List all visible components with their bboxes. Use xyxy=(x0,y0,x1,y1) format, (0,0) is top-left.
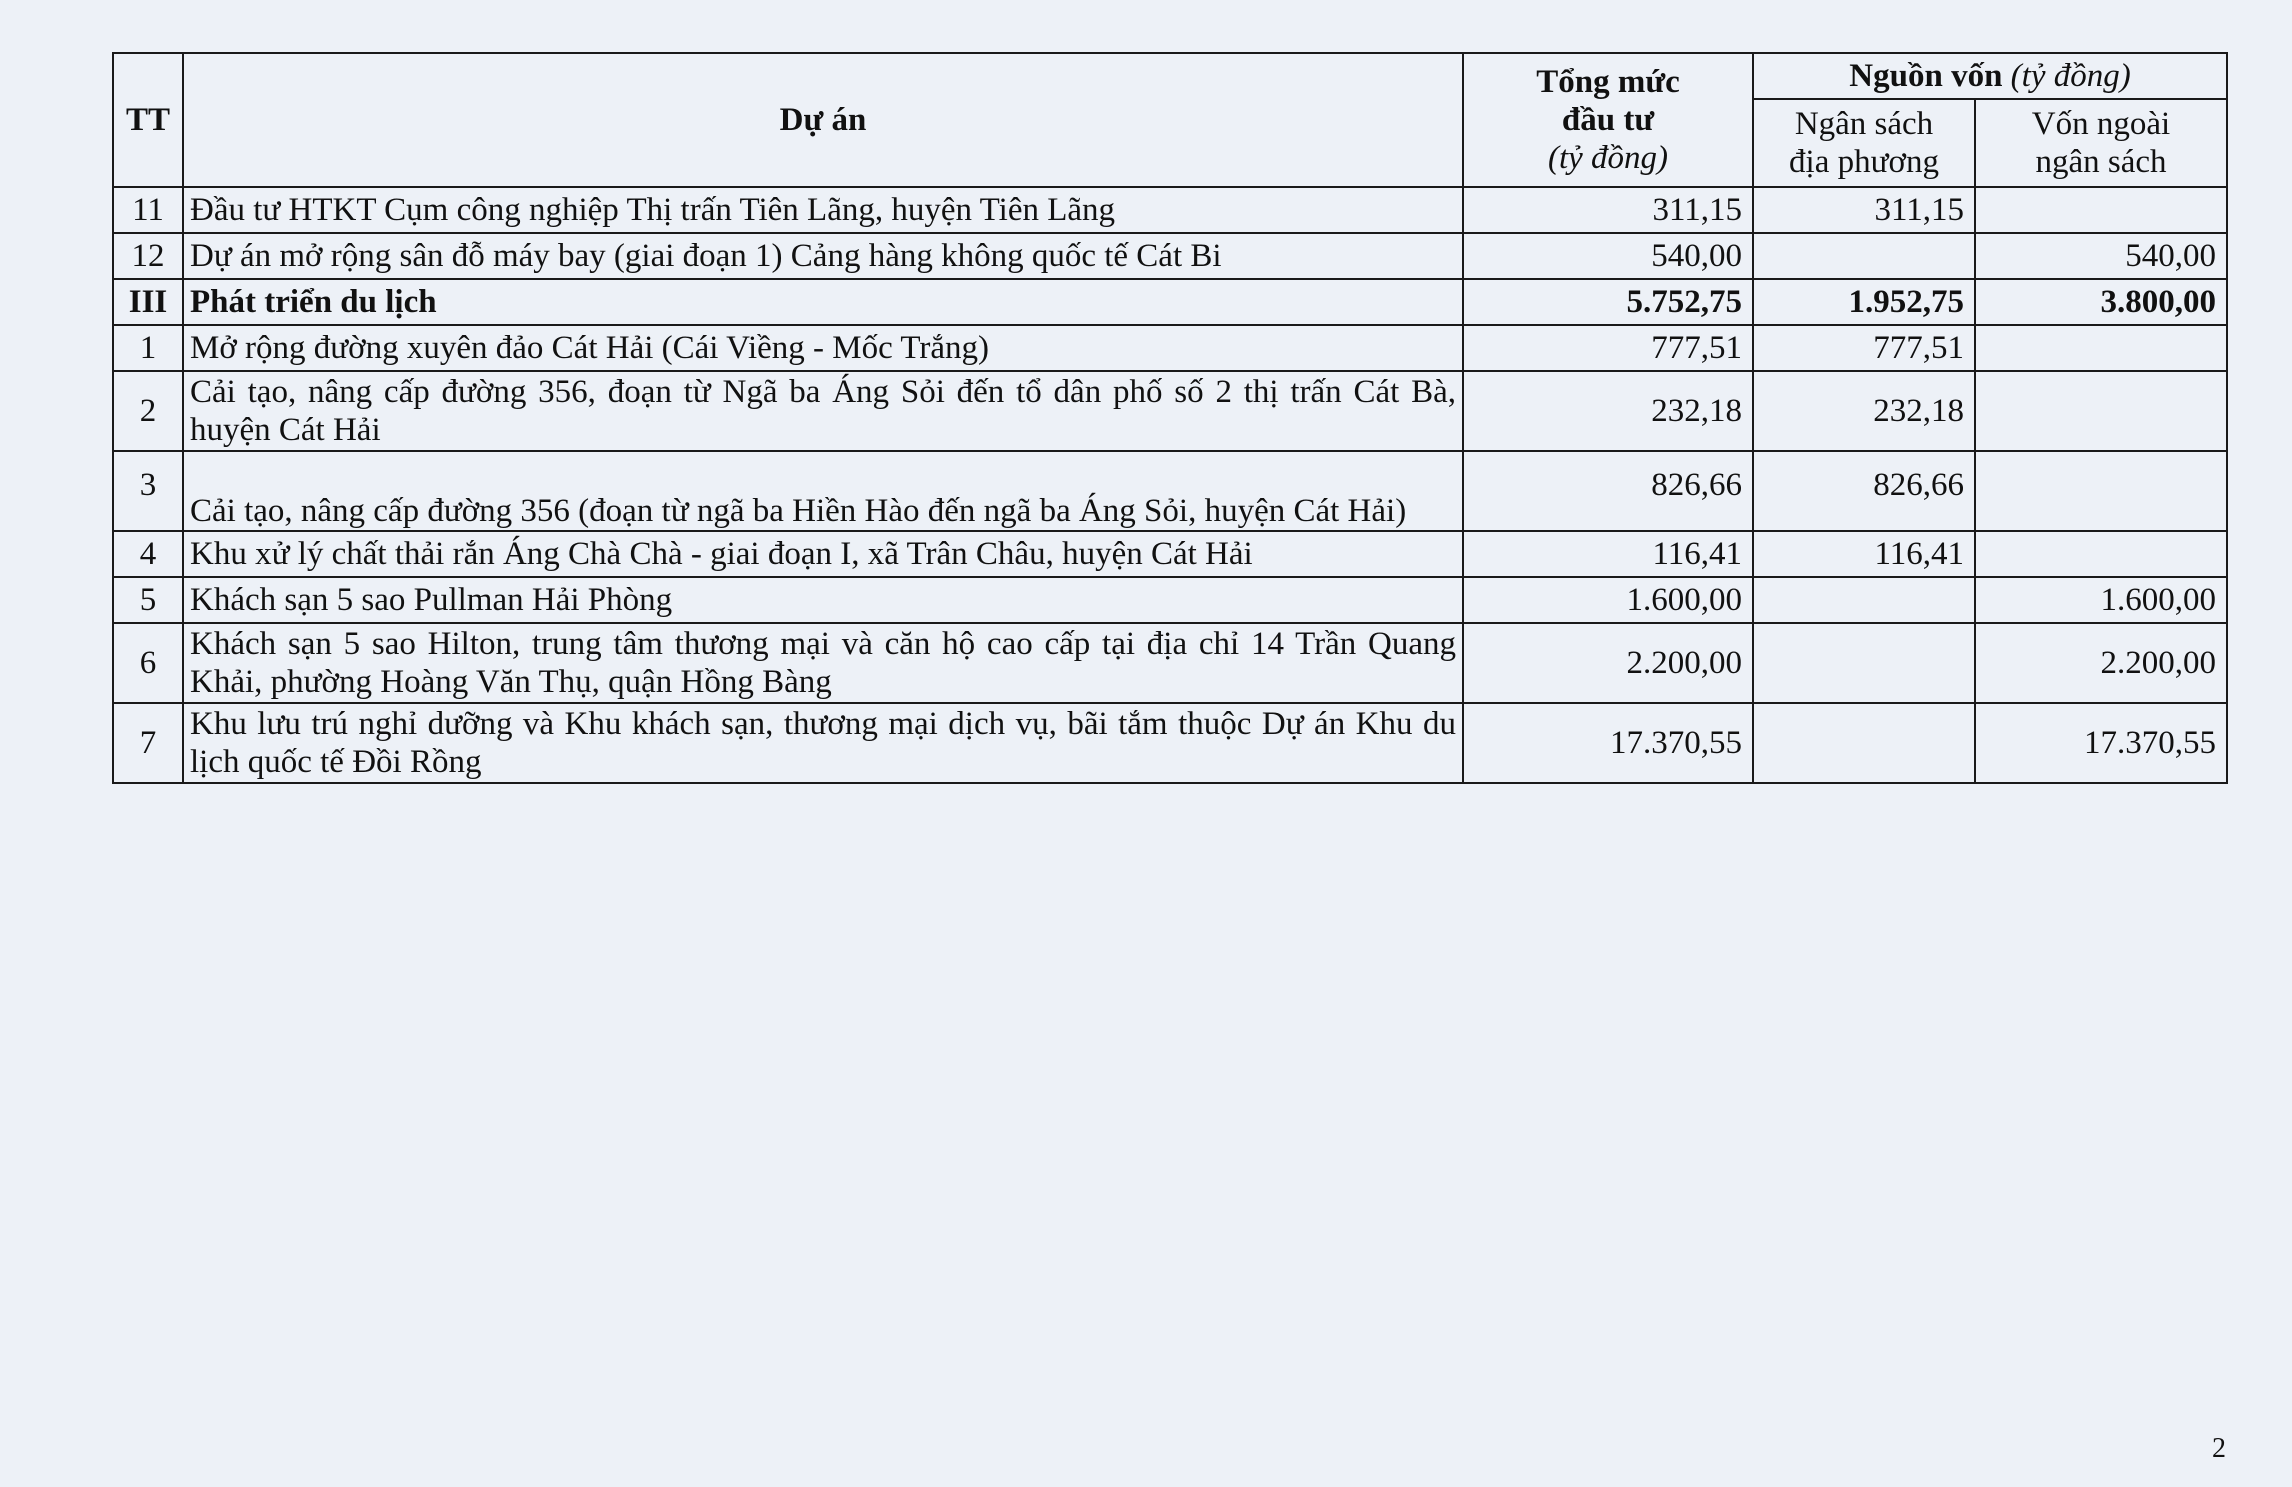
table-row xyxy=(113,531,2227,577)
row-project-name: Dự án mở rộng sân đỗ máy bay (giai đoạn 1) Cảng hàng không quốc tế Cát Bi xyxy=(183,233,1463,279)
table-row xyxy=(113,451,2227,531)
row-tt: 2 xyxy=(113,371,183,451)
header-tong-muc-dau-tu xyxy=(1463,53,1753,187)
row-project-name: Phát triển du lịch xyxy=(183,279,1463,325)
row-local-budget: 232,18 xyxy=(1753,371,1975,451)
row-tt: 4 xyxy=(113,531,183,577)
row-local-budget xyxy=(1753,577,1975,623)
table-row xyxy=(113,703,2227,783)
row-local-budget: 1.952,75 xyxy=(1753,279,1975,325)
row-project-name: Cải tạo, nâng cấp đường 356 (đoạn từ ngã ba Hiền Hào đến ngã ba Áng Sỏi, huyện Cát Hải) xyxy=(183,451,1463,531)
table-row xyxy=(113,233,2227,279)
row-other-capital: 540,00 xyxy=(1975,233,2227,279)
row-project-name: Khách sạn 5 sao Hilton, trung tâm thương mại và căn hộ cao cấp tại địa chỉ 14 Trần Quang Khải, phường Hoàng Văn Thụ, quận Hồng Bàng xyxy=(183,623,1463,703)
header-tt: TT xyxy=(113,53,183,187)
row-local-budget xyxy=(1753,623,1975,703)
header-von-ngoai-line1: Vốn ngoài xyxy=(2031,106,2171,142)
table-row xyxy=(113,325,2227,371)
row-tt: 6 xyxy=(113,623,183,703)
row-total: 232,18 xyxy=(1463,371,1753,451)
header-tong-muc-line1: Tổng mức xyxy=(1536,64,1680,100)
row-local-budget: 311,15 xyxy=(1753,187,1975,233)
row-other-capital xyxy=(1975,325,2227,371)
row-tt: 5 xyxy=(113,577,183,623)
row-total: 2.200,00 xyxy=(1463,623,1753,703)
investment-table xyxy=(112,52,2228,784)
row-project-name: Mở rộng đường xuyên đảo Cát Hải (Cái Viềng - Mốc Trắng) xyxy=(183,325,1463,371)
row-other-capital xyxy=(1975,187,2227,233)
table-row xyxy=(113,577,2227,623)
row-project-name: Đầu tư HTKT Cụm công nghiệp Thị trấn Tiên Lãng, huyện Tiên Lãng xyxy=(183,187,1463,233)
row-local-budget: 116,41 xyxy=(1753,531,1975,577)
header-nguon-von xyxy=(1753,53,2227,99)
row-local-budget xyxy=(1753,233,1975,279)
row-local-budget: 777,51 xyxy=(1753,325,1975,371)
row-total: 5.752,75 xyxy=(1463,279,1753,325)
row-other-capital: 2.200,00 xyxy=(1975,623,2227,703)
row-other-capital: 17.370,55 xyxy=(1975,703,2227,783)
row-total: 777,51 xyxy=(1463,325,1753,371)
header-von-ngoai-line2: ngân sách xyxy=(2035,144,2167,180)
row-other-capital xyxy=(1975,451,2227,531)
header-nguon-von-unit: (tỷ đồng) xyxy=(2010,58,2131,94)
row-local-budget xyxy=(1753,703,1975,783)
row-total: 826,66 xyxy=(1463,451,1753,531)
table-row xyxy=(113,623,2227,703)
row-tt: 11 xyxy=(113,187,183,233)
row-total: 116,41 xyxy=(1463,531,1753,577)
row-tt: III xyxy=(113,279,183,325)
row-tt: 1 xyxy=(113,325,183,371)
row-local-budget: 826,66 xyxy=(1753,451,1975,531)
row-other-capital xyxy=(1975,531,2227,577)
table-row-section xyxy=(113,279,2227,325)
page-number: 2 xyxy=(2212,1433,2226,1464)
row-project-name: Khu xử lý chất thải rắn Áng Chà Chà - giai đoạn I, xã Trân Châu, huyện Cát Hải xyxy=(183,531,1463,577)
row-project-name: Khu lưu trú nghỉ dưỡng và Khu khách sạn, thương mại dịch vụ, bãi tắm thuộc Dự án Khu du lịch quốc tế Đồi Rồng xyxy=(183,703,1463,783)
row-project-name: Khách sạn 5 sao Pullman Hải Phòng xyxy=(183,577,1463,623)
row-total: 311,15 xyxy=(1463,187,1753,233)
row-project-name: Cải tạo, nâng cấp đường 356, đoạn từ Ngã ba Áng Sỏi đến tổ dân phố số 2 thị trấn Cát Bà, huyện Cát Hải xyxy=(183,371,1463,451)
row-tt: 7 xyxy=(113,703,183,783)
row-tt: 12 xyxy=(113,233,183,279)
header-ngan-sach-line1: Ngân sách xyxy=(1794,106,1934,142)
table-row xyxy=(113,371,2227,451)
table-row xyxy=(113,187,2227,233)
header-tong-muc-line2: đầu tư xyxy=(1561,102,1655,138)
header-ngan-sach-line2: địa phương xyxy=(1789,144,1939,180)
row-tt: 3 xyxy=(113,451,183,531)
row-other-capital: 3.800,00 xyxy=(1975,279,2227,325)
row-total: 540,00 xyxy=(1463,233,1753,279)
row-other-capital xyxy=(1975,371,2227,451)
header-tong-muc-unit: (tỷ đồng) xyxy=(1547,140,1669,176)
row-total: 17.370,55 xyxy=(1463,703,1753,783)
row-other-capital: 1.600,00 xyxy=(1975,577,2227,623)
header-du-an: Dự án xyxy=(183,53,1463,187)
header-nguon-von-label: Nguồn vốn xyxy=(1849,58,2003,94)
header-ngan-sach-dia-phuong xyxy=(1753,99,1975,187)
row-total: 1.600,00 xyxy=(1463,577,1753,623)
header-von-ngoai-ngan-sach xyxy=(1975,99,2227,187)
